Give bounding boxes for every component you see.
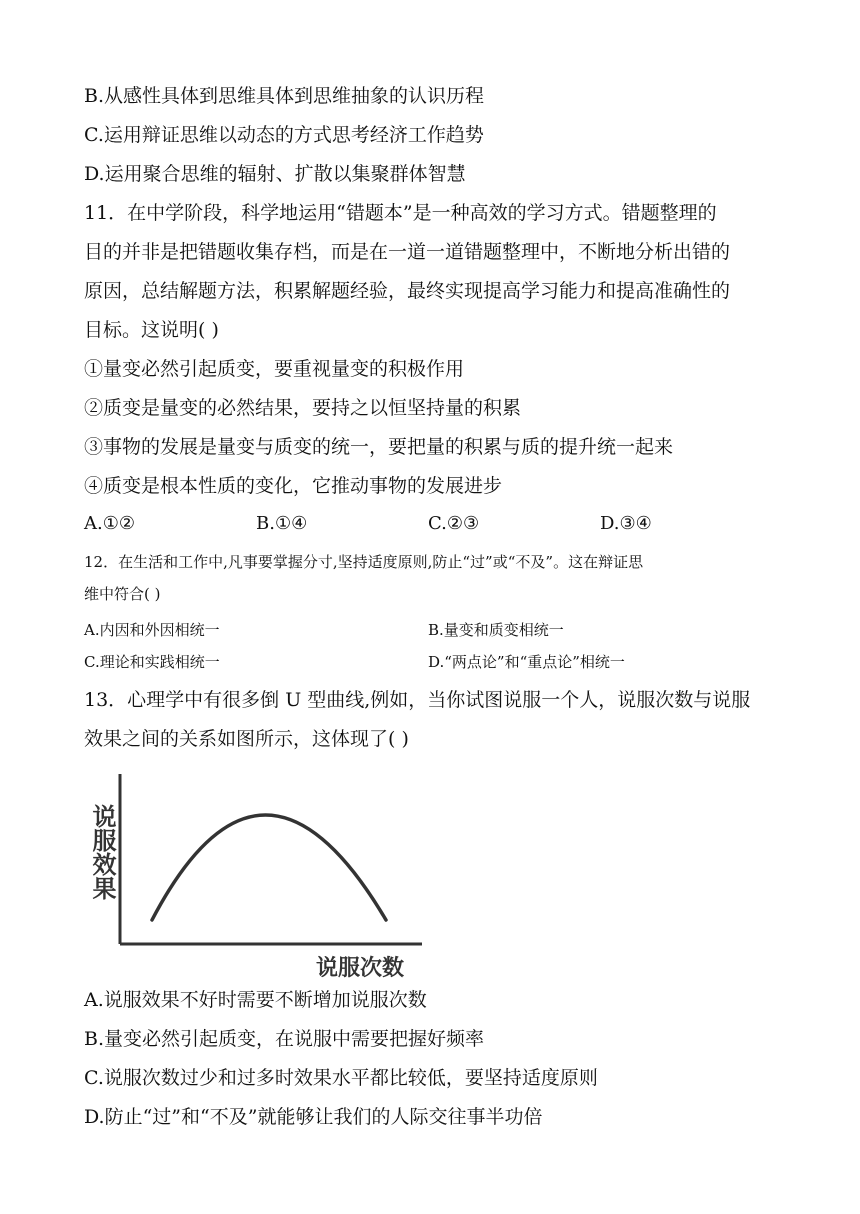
- q11-option-d: D.③④: [600, 513, 652, 534]
- q12-option-b: B.量变和质变相统一: [428, 621, 564, 639]
- q12-option-a: A.内因和外因相统一: [84, 621, 220, 639]
- q12-stem-line-2: 维中符合( ): [84, 585, 161, 603]
- q13-stem-line-1: 13．心理学中有很多倒 U 型曲线,例如，当你试图说服一个人，说服次数与说服: [84, 689, 751, 711]
- q13-option-d: D.防止“过”和“不及”就能够让我们的人际交往事半功倍: [84, 1106, 543, 1128]
- q11-stem-line-3: 原因，总结解题方法，积累解题经验，最终实现提高学习能力和提高准确性的: [84, 280, 731, 302]
- q13-stem-line-2: 效果之间的关系如图所示，这体现了( ): [84, 728, 409, 750]
- q11-option-b: B.①④: [256, 513, 308, 534]
- q11-option-c: C.②③: [428, 513, 480, 534]
- q11-stem-line-1: 11．在中学阶段，科学地运用“错题本”是一种高效的学习方式。错题整理的: [84, 202, 717, 224]
- inverted-u-figure: [84, 772, 424, 980]
- q13-option-a: A.说服效果不好时需要不断增加说服次数: [84, 989, 427, 1011]
- q11-statement-3: ③事物的发展是量变与质变的统一，要把量的积累与质的提升统一起来: [84, 436, 674, 458]
- q11-stem-line-2: 目的并非是把错题收集存档，而是在一道一道错题整理中，不断地分析出错的: [84, 241, 731, 263]
- q12-option-c: C.理论和实践相统一: [84, 653, 220, 671]
- q11-stem-line-4: 目标。这说明( ): [84, 319, 219, 341]
- q11-statement-4: ④质变是根本性质的变化，它推动事物的发展进步: [84, 475, 503, 497]
- q11-statement-1: ①量变必然引起质变，要重视量变的积极作用: [84, 358, 465, 380]
- q10-option-b: B.从感性具体到思维具体到思维抽象的认识历程: [84, 85, 485, 107]
- q12-option-d: D.“两点论”和“重点论”相统一: [428, 653, 625, 671]
- x-axis-label: 说服次数: [316, 956, 405, 980]
- q13-option-b: B.量变必然引起质变，在说服中需要把握好频率: [84, 1028, 485, 1050]
- q13-option-c: C.说服次数过少和过多时效果水平都比较低，要坚持适度原则: [84, 1067, 598, 1089]
- q10-option-d: D.运用聚合思维的辐射、扩散以集聚群体智慧: [84, 163, 466, 185]
- q11-option-a: A.①②: [84, 513, 135, 534]
- q10-option-c: C.运用辩证思维以动态的方式思考经济工作趋势: [84, 124, 484, 146]
- q11-statement-2: ②质变是量变的必然结果，要持之以恒坚持量的积累: [84, 397, 522, 419]
- q12-stem-line-1: 12．在生活和工作中,凡事要掌握分寸,坚持适度原则,防止“过”或“不及”。这在辩证思: [84, 553, 644, 571]
- inverted-u-curve: [152, 815, 386, 920]
- y-axis-label: 说服效果: [88, 804, 116, 900]
